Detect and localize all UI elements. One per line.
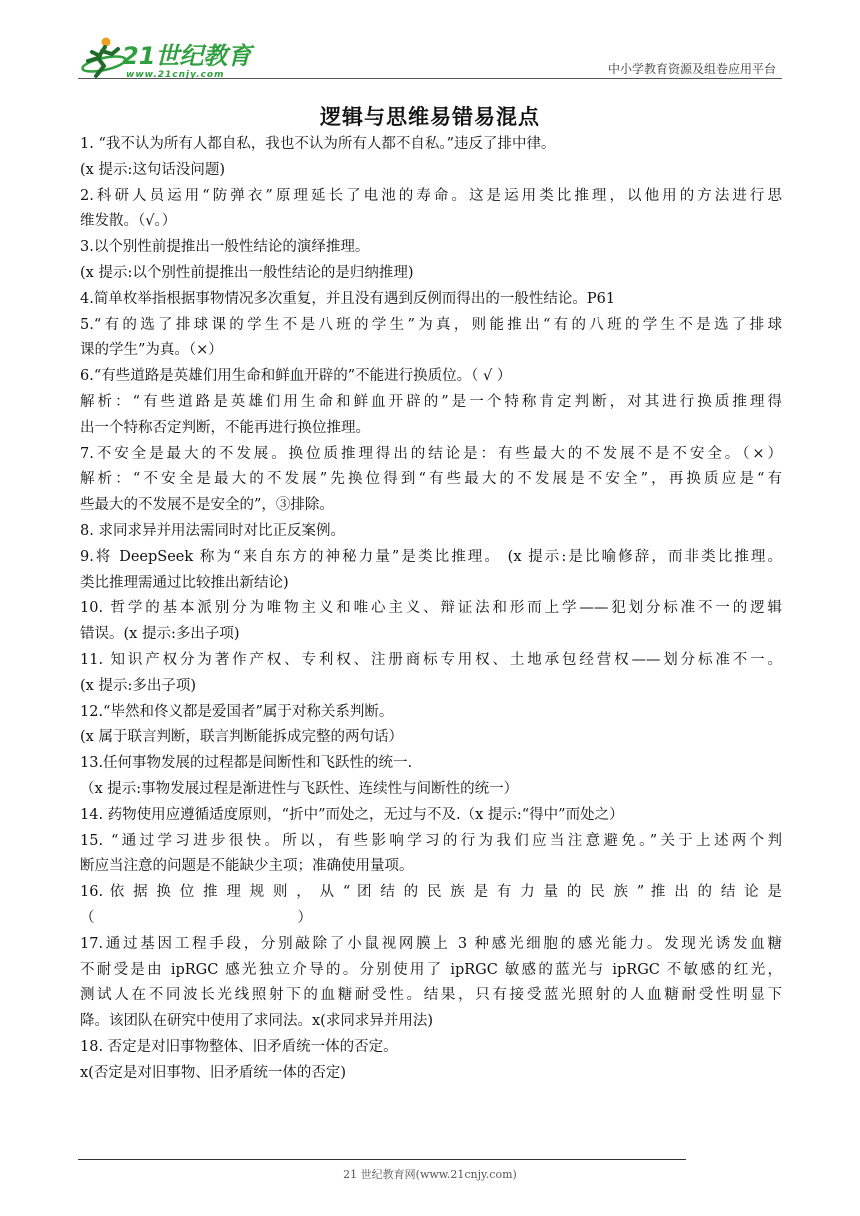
page-title: 逻辑与思维易错易混点 bbox=[320, 104, 540, 129]
text-line: 解析：“不安全是最大的不发展”先换位得到“有些最大的不发展是不安全”，再换质应是“有 bbox=[80, 471, 782, 488]
text-line: 16. 依 据 换 位 推 理 规 则 ， 从 “ 团 结 的 民 族 是 有 力 量 的 民 族 ” 推 出 的 结 论 是 bbox=[80, 884, 782, 901]
text-line: 维发散。（√。） bbox=[80, 213, 177, 230]
footer-divider bbox=[78, 1159, 686, 1160]
text-line: (x 提示:这句话没问题) bbox=[80, 161, 225, 178]
text-line: 13.任何事物发展的过程都是间断性和飞跃性的统一. bbox=[80, 755, 413, 772]
text-line: 解析：“有些道路是英雄们用生命和鲜血开辟的”是一个特称肯定判断，对其进行换质推理得 bbox=[80, 393, 782, 410]
text-line: 3.以个别性前提推出一般性结论的演绎推理。 bbox=[80, 239, 370, 256]
text-line: 降。该团队在研究中使用了求同法。x(求同求异并用法) bbox=[80, 1013, 433, 1030]
text-line: 7.不安全是最大的不发展。换位质推理得出的结论是：有些最大的不发展不是不安全。（×） bbox=[80, 445, 782, 462]
text-line: 18. 否定是对旧事物整体、旧矛盾统一体的否定。 bbox=[80, 1038, 398, 1055]
text-line: 些最大的不发展不是安全的”，③排除。 bbox=[80, 497, 334, 514]
text-line: 错误。(x 提示:多出子项) bbox=[80, 626, 240, 643]
site-logo[interactable] bbox=[78, 34, 278, 80]
text-line: 4.简单枚举指根据事物情况多次重复，并且没有遇到反例而得出的一般性结论。P61 bbox=[80, 290, 616, 307]
text-line: (x 提示:多出子项) bbox=[80, 677, 196, 694]
text-line: 2.科研人员运用“防弹衣”原理延长了电池的寿命。这是运用类比推理，以他用的方法进行思 bbox=[80, 187, 782, 204]
text-line: 15. “通过学习进步很快。所以，有些影响学习的行为我们应当注意避免。”关于上述两个判 bbox=[80, 832, 782, 849]
text-line: 14. 药物使用应遵循适度原则，“折中”而处之，无过与不及.（x 提示:“得中”而处之） bbox=[80, 806, 624, 823]
platform-name: 中小学教育资源及组卷应用平台 bbox=[607, 62, 776, 76]
runner-logo-icon bbox=[78, 34, 278, 80]
logo-url: www.21cnjy.com bbox=[126, 70, 225, 80]
text-line: 不耐受是由 ipRGC 感光独立介导的。分别使用了 ipRGC 敏感的蓝光与 ipRGC 不敏感的红光， bbox=[80, 961, 782, 978]
page-footer: 21 世纪教育网(www.21cnjy.com) bbox=[343, 1168, 517, 1181]
text-line: （x 提示:事物发展过程是渐进性与飞跃性、连续性与间断性的统一） bbox=[80, 780, 519, 797]
document-body bbox=[80, 132, 782, 1086]
text-line: 12.“毕然和佟义都是爱国者”属于对称关系判断。 bbox=[80, 703, 394, 720]
text-line: 17.通过基因工程手段，分别敲除了小鼠视网膜上 3 种感光细胞的感光能力。发现光诱发血糖 bbox=[80, 935, 782, 952]
text-line: 6.“有些道路是英雄们用生命和鲜血开辟的”不能进行换质位。（ √ ） bbox=[80, 368, 512, 385]
text-line: 测试人在不同波长光线照射下的血糖耐受性。结果，只有接受蓝光照射的人血糖耐受性明显下 bbox=[80, 987, 782, 1004]
text-line: 课的学生”为真。（×） bbox=[80, 342, 223, 359]
text-line: 1. “我不认为所有人都自私，我也不认为所有人都不自私。”违反了排中律。 bbox=[80, 136, 556, 152]
text-line: (x 提示:以个别性前提推出一般性结论的是归纳推理) bbox=[80, 264, 414, 281]
text-line: 出一个特称否定判断，不能再进行换位推理。 bbox=[80, 419, 370, 436]
header-divider bbox=[78, 78, 782, 79]
logo-text: 21世纪教育 bbox=[122, 42, 252, 70]
text-line: 8. 求同求异并用法需同时对比正反案例。 bbox=[80, 522, 345, 539]
text-line: 11. 知识产权分为著作产权、专利权、注册商标专用权、土地承包经营权——划分标准不一。 bbox=[80, 651, 782, 668]
text-line: x(否定是对旧事物、旧矛盾统一体的否定) bbox=[80, 1064, 346, 1081]
text-line: 10. 哲学的基本派别分为唯物主义和唯心主义、辩证法和形而上学——犯划分标准不一的逻辑 bbox=[80, 600, 782, 617]
text-line: （ ） bbox=[80, 909, 312, 926]
text-line: (x 属于联言判断，联言判断能拆成完整的两句话） bbox=[80, 729, 403, 746]
text-line: 9.将 DeepSeek 称为“来自东方的神秘力量”是类比推理。 (x 提示:是比喻修辞，而非类比推理。 bbox=[80, 548, 782, 565]
text-line: 5.“有的选了排球课的学生不是八班的学生”为真，则能推出“有的八班的学生不是选了排球 bbox=[80, 316, 782, 333]
page-header bbox=[78, 30, 782, 82]
text-line: 断应当注意的问题是不能缺少主项；准确使用量项。 bbox=[80, 858, 414, 875]
text-line: 类比推理需通过比较推出新结论) bbox=[80, 574, 289, 591]
